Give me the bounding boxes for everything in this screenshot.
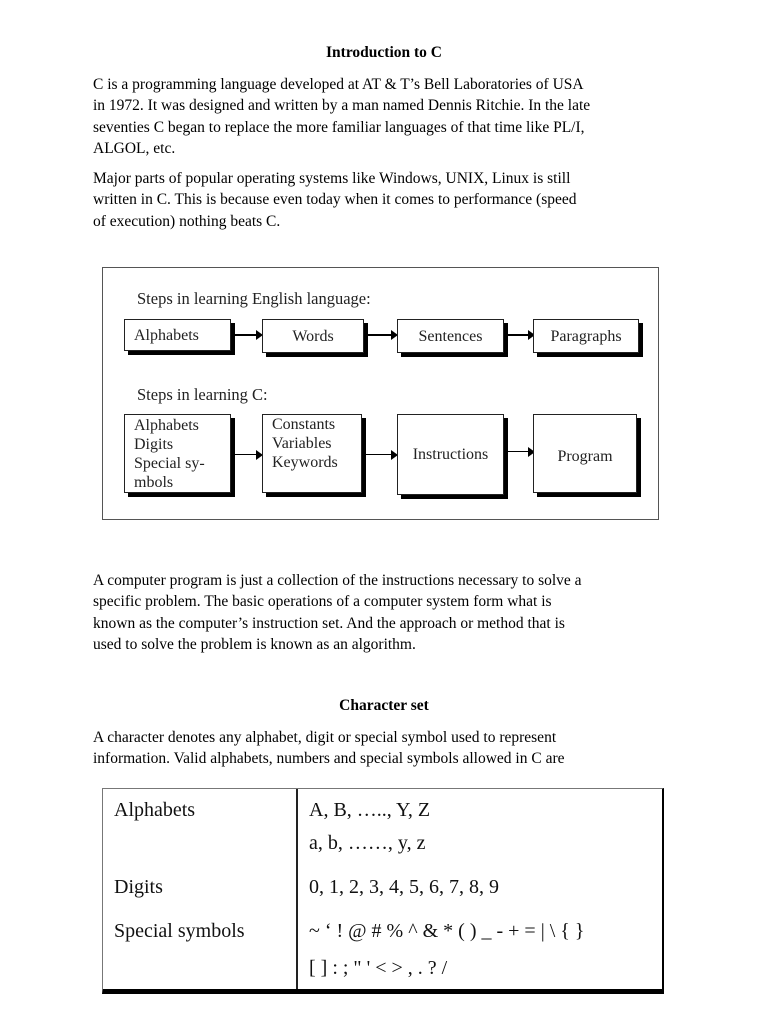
text-line: Major parts of popular operating systems like Windows, UNIX, Linux is still [93,170,571,187]
row-label-special: Special symbols [114,920,245,942]
row-value: A, B, ….., Y, Z [309,799,431,821]
paragraph-program [93,570,582,655]
step-text: Variables [272,435,332,452]
text-line: C is a programming language developed at AT & T’s Bell Laboratories of USA [93,76,584,93]
text-line: specific problem. The basic operations of a computer system form what is [93,593,552,611]
charset-table [102,788,664,994]
row-label-digits: Digits [114,876,163,898]
table-divider [296,789,298,989]
text-line: seventies C began to replace the more familiar languages of that time like PL/I, [93,118,585,136]
step-box: Paragraphs [533,319,639,353]
step-box: Alphabets [124,319,231,351]
step-text: Alphabets [134,416,199,434]
arrow-icon [506,451,533,452]
c-steps-label: Steps in learning C: [137,385,268,404]
arrow-icon [366,454,396,455]
step-box: Instructions [397,414,504,495]
row-value: a, b, ……, y, z [309,832,426,854]
english-steps-label: Steps in learning English language: [137,289,371,308]
step-box [262,414,362,493]
arrow-icon [366,334,396,336]
step-box: Sentences [397,319,504,353]
step-box: Words [262,319,364,353]
text-line: information. Valid alphabets, numbers and special symbols allowed in C are [93,750,565,768]
row-value: 0, 1, 2, 3, 4, 5, 6, 7, 8, 9 [309,876,499,898]
page-title: Introduction to C [326,44,442,61]
text-line: known as the computer’s instruction set. And the approach or method that is [93,614,565,632]
section-heading: Character set [339,697,429,714]
paragraph-character [93,727,565,770]
text-line: of execution) nothing beats C. [93,212,281,230]
text-line: written in C. This is because even today when it comes to performance (speed [93,191,577,209]
text-line: in 1972. It was designed and written by a man named Dennis Ritchie. In the late [93,97,591,115]
row-value: ~ ‘ ! @ # % ^ & * ( ) _ - + = | \ { } [309,920,585,942]
paragraph-os [93,168,577,232]
step-text: Keywords [272,454,338,471]
step-text: Digits [134,435,174,453]
text-line: A computer program is just a collection of the instructions necessary to solve a [93,572,582,589]
step-text: Special sy- [134,454,205,472]
arrow-icon [506,334,533,336]
arrow-icon [235,334,261,336]
text-line: used to solve the problem is known as an algorithm. [93,635,416,653]
step-box: Program [533,414,637,493]
paragraph-intro [93,74,590,159]
step-text: mbols [134,473,174,491]
row-label-alphabets: Alphabets [114,799,196,821]
row-value: [ ] : ; " ' < > , . ? / [309,957,448,979]
arrow-icon [235,454,261,455]
step-text: Constants [272,416,336,433]
learning-steps-diagram [102,267,659,520]
step-box [124,414,231,493]
text-line: A character denotes any alphabet, digit or special symbol used to represent [93,729,557,746]
text-line: ALGOL, etc. [93,139,176,157]
